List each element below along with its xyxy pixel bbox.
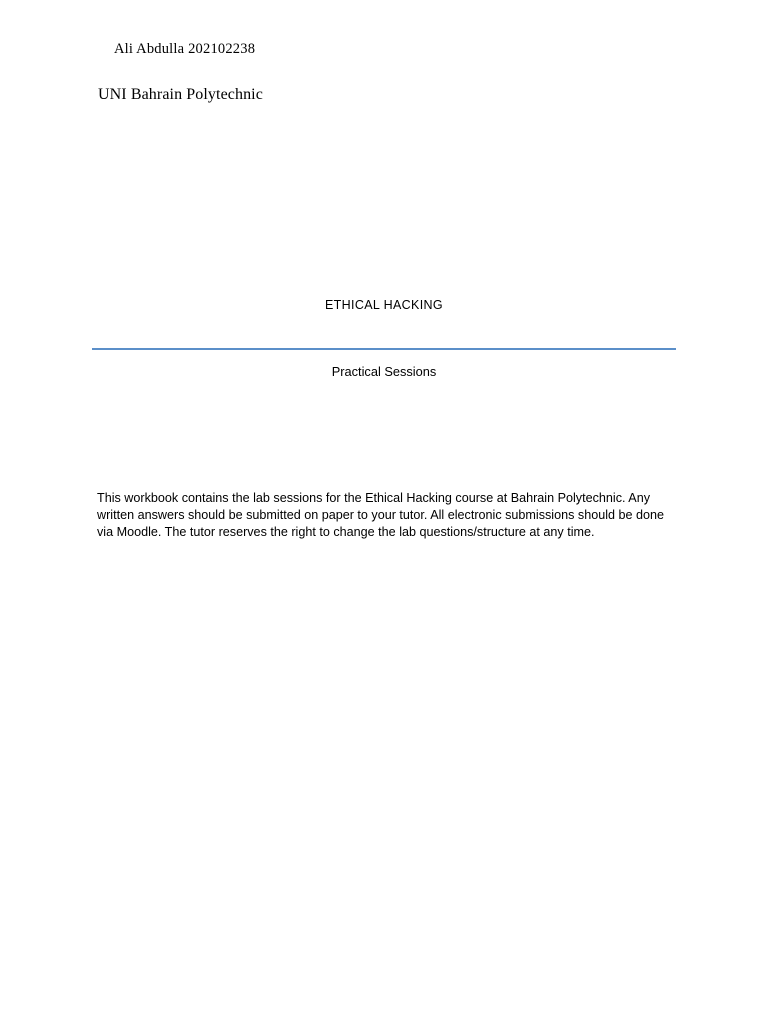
intro-paragraph: This workbook contains the lab sessions for the Ethical Hacking course at Bahrain Polytechnic. Any written answers should be submitted on paper to your tutor. All electronic submissions should be done via Moodle. The tutor reserves the right to change the lab questions/structure at any time.: [97, 491, 665, 539]
author-name-line: Ali Abdulla 202102238: [114, 41, 256, 57]
page-subtitle: Practical Sessions: [331, 364, 437, 379]
title-divider: [92, 348, 676, 350]
institution-line: UNI Bahrain Polytechnic: [98, 86, 263, 103]
page-title: ETHICAL HACKING: [324, 298, 443, 312]
